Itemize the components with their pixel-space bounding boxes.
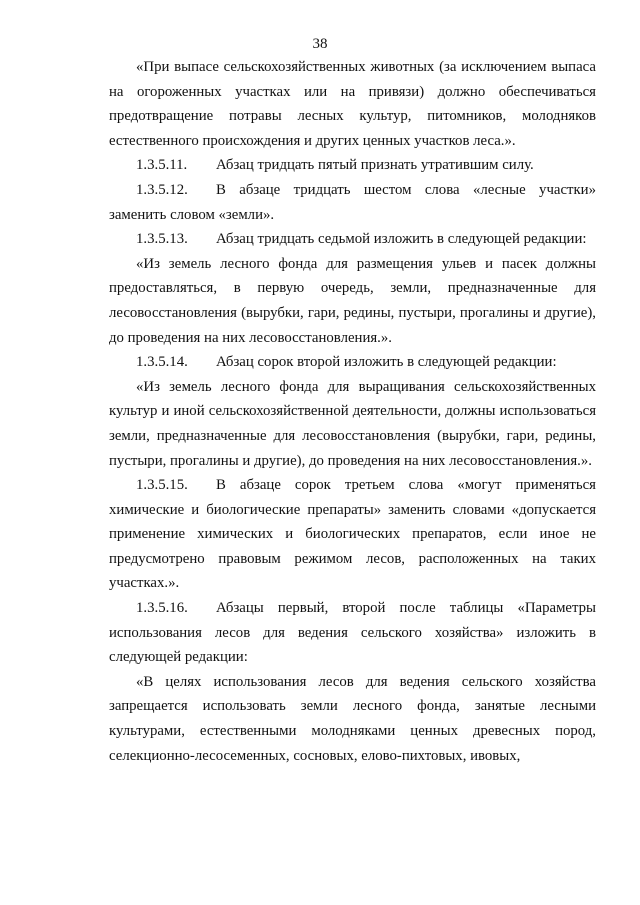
clause-number: 1.3.5.14. — [136, 354, 188, 371]
paragraph-text: «В целях использования лесов для ведения сельского хозяйства запрещается использовать земли лесного фонда, занятые лесными культурами, естественными молодняками ценных древесных пород, селекционно-лесосеменных, сосновых, елово-пихтовых, ивовых, — [109, 673, 596, 764]
clause-number: 1.3.5.12. — [136, 181, 188, 198]
paragraph-1-3-5-12 — [109, 178, 596, 227]
clause-number: 1.3.5.16. — [136, 600, 188, 617]
paragraph-text: В абзаце тридцать шестом слова «лесные участки» заменить словом «земли». — [109, 181, 596, 223]
paragraph-1-3-5-11 — [109, 153, 596, 178]
paragraph-text: Абзац сорок второй изложить в следующей редакции: — [216, 354, 557, 371]
paragraph-text: «При выпасе сельскохозяйственных животных (за исключением выпаса на огороженных участках или на привязи) должно обеспечиваться предотвращение потравы лесных культур, питомников, молодняков естественного происхождения и других ценных участков леса.». — [109, 59, 596, 149]
paragraph-quote-crops — [109, 375, 596, 473]
clause-number: 1.3.5.15. — [136, 477, 188, 494]
paragraph-1-3-5-15 — [109, 473, 596, 596]
paragraph-text: «Из земель лесного фонда для выращивания сельскохозяйственных культур и иной сельскохозяйственной деятельности, должны использоваться земли, предназначенные для лесовосстановления (вырубки, гари, редины, пустыри, прогалины и другие), до проведения на них лесовосстановления.». — [109, 378, 596, 469]
paragraph-quote-agriculture — [109, 670, 596, 768]
paragraph-1-3-5-14 — [109, 350, 596, 375]
paragraph-text: В абзаце сорок третьем слова «могут применяться химические и биологические препараты» заменить словами «допускается применение химических и биологических препаратов, если иное не предусмотрено правовым режимом лесов, расположенных на таких участках.». — [109, 477, 596, 592]
clause-number: 1.3.5.13. — [136, 231, 188, 248]
paragraph-quote-beehives — [109, 252, 596, 350]
paragraph-text: Абзац тридцать пятый признать утратившим силу. — [216, 157, 534, 174]
page-number: 38 — [312, 36, 328, 52]
paragraph-text: Абзац тридцать седьмой изложить в следующей редакции: — [216, 231, 587, 248]
clause-number: 1.3.5.11. — [136, 157, 188, 174]
paragraph-text: Абзацы первый, второй после таблицы «Параметры использования лесов для ведения сельского хозяйства» изложить в следующей редакции: — [109, 600, 596, 666]
paragraph-quote-grazing — [109, 55, 596, 153]
paragraph-text: «Из земель лесного фонда для размещения ульев и пасек должны предоставляться, в первую очередь, земли, предназначенные для лесовосстановления (вырубки, гари, редины, пустыри, прогалины и другие), до проведения на них лесовосстановления.». — [109, 255, 596, 346]
document-body — [109, 55, 596, 768]
paragraph-1-3-5-13 — [109, 227, 596, 252]
paragraph-1-3-5-16 — [109, 596, 596, 670]
